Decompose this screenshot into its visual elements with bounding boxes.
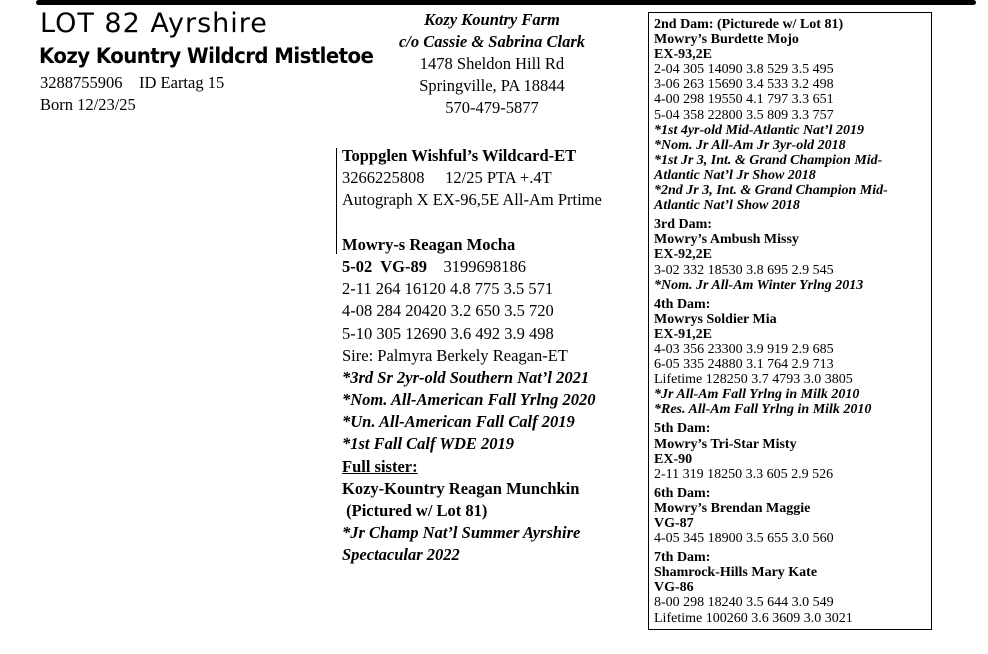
full-sister-award: Spectacular 2022 [342, 545, 460, 565]
dam-generation-heading: 4th Dam: [654, 296, 711, 312]
dam-generation-heading: 5th Dam: [654, 421, 711, 437]
dam-generation-class: EX-93,2E [654, 47, 712, 63]
sire-bracket [336, 148, 337, 254]
dam-generation-award: *Nom. Jr All-Am Jr 3yr-old 2018 [654, 137, 846, 153]
dam-generation-class: EX-90 [654, 451, 693, 467]
registration-line: 3288755906 ID Eartag 15 [40, 73, 225, 92]
dam-generation-class: VG-86 [654, 580, 694, 596]
spacer [342, 212, 602, 234]
dam-generation-heading: 3rd Dam: [654, 217, 712, 233]
dam-award: *3rd Sr 2yr-old Southern Nat’l 2021 [342, 367, 590, 387]
dam-generation-name: Mowrys Soldier Mia [654, 311, 777, 327]
dam-generation-record: Lifetime 100260 3.6 3609 3.0 3021 [654, 610, 853, 626]
dam-generation-heading: 2nd Dam: (Picturede w/ Lot 81) [654, 17, 844, 32]
dam-award: *Un. All-American Fall Calf 2019 [342, 412, 575, 432]
consignor-block [378, 9, 606, 119]
birth-date: Born 12/23/25 [40, 95, 136, 114]
dam-generation-name: Mowry’s Ambush Missy [654, 232, 799, 248]
dam-generation-heading: 7th Dam: [654, 550, 711, 566]
dam-generation-name: Mowry’s Tri-Star Misty [654, 436, 797, 452]
dam-record: 5-10 305 12690 3.6 492 3.9 498 [342, 323, 554, 343]
dam-generation-award: *2nd Jr 3, Int. & Grand Champion Mid- [654, 183, 888, 199]
sire-pedigree: Autograph X EX-96,5E All-Am Prtime [342, 190, 602, 210]
sire-dam-pedigree [342, 145, 602, 567]
dam-generation-name: Mowry’s Brendan Maggie [654, 500, 811, 516]
dam-classification: 5-02 VG-89 [342, 256, 427, 276]
dam-generation-class: VG-87 [654, 516, 694, 531]
dam-generation-name: Shamrock-Hills Mary Kate [654, 565, 818, 581]
dam-generation-award: *Jr All-Am Fall Yrlng in Milk 2010 [654, 387, 860, 403]
dam-generation-record: 2-04 305 14090 3.8 529 3.5 495 [654, 62, 834, 78]
dam-name: Mowry-s Reagan Mocha [342, 234, 516, 254]
dam-generation-award: Atlantic Nat’l Show 2018 [654, 198, 800, 214]
dam-sire-line: Sire: Palmyra Berkely Reagan-ET [342, 345, 568, 365]
consignor-farm: Kozy Kountry Farm [424, 10, 560, 29]
dam-generation-record: 4-05 345 18900 3.5 655 3.0 560 [654, 531, 834, 547]
dam-generation-name: Mowry’s Burdette Mojo [654, 32, 799, 48]
dam-record: 2-11 264 16120 4.8 775 3.5 571 [342, 279, 554, 299]
dam-generation-record: 4-03 356 23300 3.9 919 2.9 685 [654, 341, 834, 357]
full-sister-heading: Full sister: [342, 456, 418, 476]
dam-award: *1st Fall Calf WDE 2019 [342, 434, 515, 454]
dam-record: 4-08 284 20420 3.2 650 3.5 720 [342, 301, 554, 321]
dam-generation-heading: 6th Dam: [654, 485, 711, 501]
dam-generation-award: *1st 4yr-old Mid-Atlantic Nat’l 2019 [654, 122, 864, 138]
lot-title: LOT 82 Ayrshire [40, 8, 268, 39]
dam-generation-record: 5-04 358 22800 3.5 809 3.3 757 [654, 107, 834, 123]
dam-generation-award: *1st Jr 3, Int. & Grand Champion Mid- [654, 152, 883, 168]
animal-name: Kozy Kountry Wildcrd Mistletoe [39, 44, 374, 68]
consignor-city: Springville, PA 18844 [419, 76, 565, 95]
sire-name: Toppglen Wishful’s Wildcard-ET [342, 146, 577, 165]
dam-generation-record: 2-11 319 18250 3.3 605 2.9 526 [654, 466, 834, 482]
dam-generation-award: *Res. All-Am Fall Yrlng in Milk 2010 [654, 402, 872, 418]
top-rule [36, 0, 976, 5]
dam-class-line [342, 256, 602, 278]
full-sister-name: Kozy-Kountry Reagan Munchkin [342, 478, 580, 498]
dam-generation-record: 3-02 332 18530 3.8 695 2.9 545 [654, 262, 834, 278]
maternal-line [654, 17, 888, 626]
consignor-phone: 570-479-5877 [445, 98, 539, 117]
dam-reg: 3199698186 [443, 256, 526, 276]
dam-generation-class: EX-92,2E [654, 247, 712, 263]
dam-generation-award: Atlantic Nat’l Jr Show 2018 [654, 167, 816, 183]
full-sister-note: (Pictured w/ Lot 81) [342, 501, 488, 520]
dam-generation-record: 4-00 298 19550 4.1 797 3.3 651 [654, 92, 834, 108]
dam-generation-award: *Nom. Jr All-Am Winter Yrlng 2013 [654, 277, 864, 293]
dam-generation-record: 3-06 263 15690 3.4 533 3.2 498 [654, 77, 834, 93]
full-sister-award: *Jr Champ Nat’l Summer Ayrshire [342, 523, 581, 543]
dam-generation-record: 8-00 298 18240 3.5 644 3.0 549 [654, 595, 834, 611]
dam-award: *Nom. All-American Fall Yrlng 2020 [342, 390, 596, 410]
dam-generation-record: 6-05 335 24880 3.1 764 2.9 713 [654, 357, 834, 373]
sire-info: 3266225808 12/25 PTA +.4T [342, 168, 552, 188]
consignor-contact: c/o Cassie & Sabrina Clark [398, 32, 586, 51]
dam-generation-record: Lifetime 128250 3.7 4793 3.0 3805 [654, 372, 853, 388]
consignor-address: 1478 Sheldon Hill Rd [419, 54, 565, 73]
dam-generation-class: EX-91,2E [654, 326, 712, 342]
